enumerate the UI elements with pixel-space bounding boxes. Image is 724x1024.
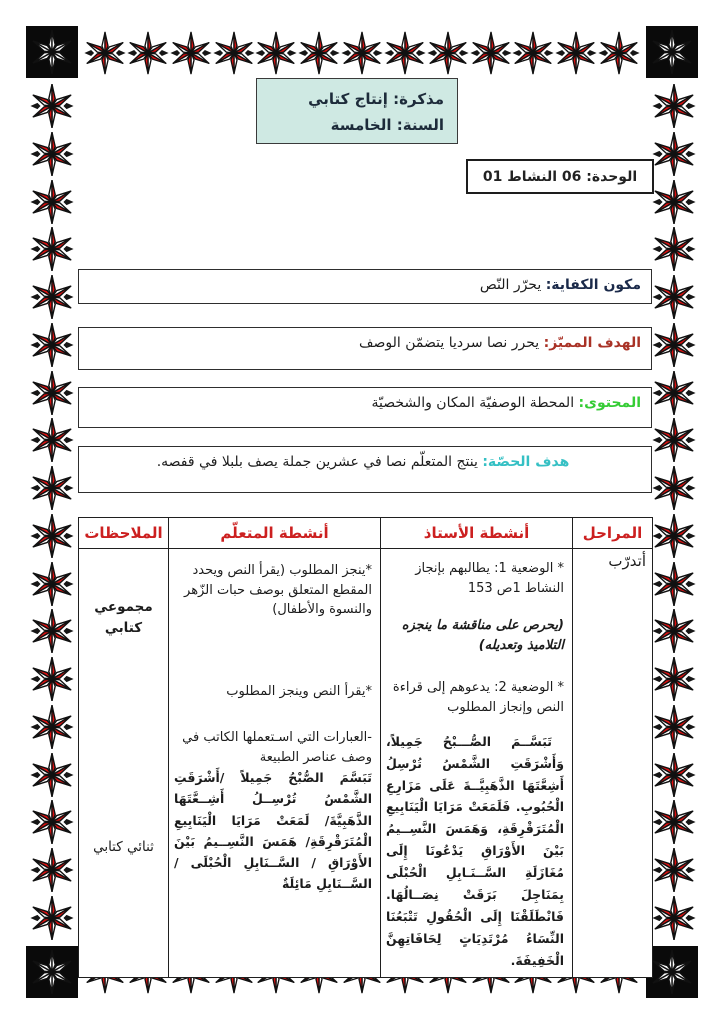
stage-cell [573, 549, 653, 978]
decorative-border-right [650, 84, 698, 940]
lesson-plan-table [78, 517, 653, 978]
border-star-icon [652, 800, 696, 844]
border-star-icon [652, 371, 696, 415]
table-row [79, 549, 653, 978]
decorative-border-left [28, 84, 76, 940]
learner-item-1: *ينجز المطلوب (يقرأ النص ويحدد المقطع المتعلق بوصف حبات الزّهر والنسوة والأطفال) [184, 563, 372, 617]
border-star-icon [30, 657, 74, 701]
border-star-icon [298, 30, 340, 76]
session-goal-box [78, 446, 652, 493]
border-star-icon [598, 30, 640, 76]
corner-star-icon [646, 946, 698, 998]
content-value: المحطة الوصفيّة المكان والشخصيّة [371, 395, 575, 411]
corner-star-icon [26, 946, 78, 998]
border-star-icon [652, 896, 696, 940]
note-group-written [81, 597, 166, 639]
border-star-icon [30, 418, 74, 462]
teacher-situation-1: * الوضعية 1: يطالبهم بإنجاز النشاط 1ص 153 [415, 561, 564, 597]
unit-activity-box [466, 159, 654, 194]
border-star-icon [30, 848, 74, 892]
header-learner-activities: أنشطة المتعلّم [169, 518, 381, 549]
border-star-icon [30, 800, 74, 844]
teacher-activities-cell [381, 549, 573, 978]
notes-cell [79, 549, 169, 978]
border-star-icon [255, 30, 297, 76]
border-star-icon [427, 30, 469, 76]
content-box [78, 387, 652, 428]
border-star-icon [30, 609, 74, 653]
decorative-border-top [84, 28, 640, 78]
note-pair-written: ثنائي كتابي [93, 839, 154, 855]
border-star-icon [30, 371, 74, 415]
teacher-situation-2: * الوضعية 2: يدعوهم إلى قراءة النص وإنجاز المطلوب [392, 679, 564, 715]
border-star-icon [170, 30, 212, 76]
border-star-icon [30, 275, 74, 319]
competency-box [78, 269, 652, 304]
learner-activities-cell [169, 549, 381, 978]
border-star-icon [652, 657, 696, 701]
teacher-aside-note: (يحرص على مناقشة ما ينجزه التلاميذ وتعديله) [401, 618, 564, 654]
border-star-icon [512, 30, 554, 76]
border-star-icon [652, 275, 696, 319]
border-star-icon [30, 753, 74, 797]
note-group-line1: مجموعي [94, 599, 153, 615]
learner-item-3: -العبارات التي اسـتعملها الكاتب في وصف عناصر الطبيعة [182, 730, 372, 765]
border-star-icon [652, 705, 696, 749]
border-star-icon [470, 30, 512, 76]
border-star-icon [384, 30, 426, 76]
unit-activity-label: الوحدة: 06 النشاط 01 [482, 168, 638, 185]
memo-year: السنة: الخامسة [330, 116, 444, 134]
border-star-icon [213, 30, 255, 76]
corner-star-icon [26, 26, 78, 78]
border-star-icon [652, 753, 696, 797]
table-header-row [79, 518, 653, 549]
session-goal-label: هدف الحصّة: [482, 454, 570, 470]
learner-item-2: *يقرأ النص وينجز المطلوب [226, 683, 372, 699]
border-star-icon [652, 848, 696, 892]
goal-box [78, 327, 652, 370]
stage-label: أتدرّب [608, 552, 646, 570]
header-stages: المراحل [573, 518, 653, 549]
border-star-icon [30, 84, 74, 128]
border-star-icon [652, 418, 696, 462]
note-group-line2: كتابي [104, 620, 143, 636]
border-star-icon [652, 132, 696, 176]
learner-expressions: تَبَسَّمَ الصُّبْحُ جَمِيلاً /أَشْرَقَتِ الشَّمْسُ تُرْسِــلُ أَشِــعَّتَهَا الذَّهَبِيَّةَ/ لَمَعَتْ مَرَايَا الْيَنَابِيعِ الْمُتَرَقْرِقَةِ/ هَمَسَ النَّسِــيمُ بَيْنَ الأَوْرَاقِ / السَّــنَابِلِ الْحُبْلَى / السَّــنَابِلِ مَائِلَةٌ [174, 770, 372, 892]
border-star-icon [341, 30, 383, 76]
border-star-icon [30, 466, 74, 510]
border-star-icon [127, 30, 169, 76]
border-star-icon [30, 705, 74, 749]
goal-label: الهدف المميّز: [543, 335, 641, 351]
border-star-icon [30, 180, 74, 224]
border-star-icon [652, 466, 696, 510]
border-star-icon [30, 323, 74, 367]
content-label: المحتوى: [578, 395, 641, 411]
header-notes: الملاحظات [79, 518, 169, 549]
border-star-icon [652, 227, 696, 271]
competency-label: مكون الكفاية: [545, 277, 641, 293]
corner-star-icon [646, 26, 698, 78]
goal-value: يحرر نصا سرديا يتضمّن الوصف [359, 335, 540, 351]
border-star-icon [30, 132, 74, 176]
border-star-icon [652, 609, 696, 653]
border-star-icon [555, 30, 597, 76]
reading-passage: تَبَسَّــمَ الصُّـــبْحُ جَمِيلاً، وَأَشْرَقَتِ الشَّمْسُ تُرْسِلُ أَشِعَّتَهَا الذَّهَبِيَّــةَ عَلَى مَزَارِعِ الْحُبُوبِ. فَلَمَعَتْ مَرَايَا الْيَنَابِيعِ الْمُتَرَقْرِقَةِ، وَهَمَسَ النَّسِــيمُ بَيْنَ الأَوْرَاقِ يَدْعُونَا إِلَى مُغَازَلَةِ السَّــنَـابِلِ الْحُبْلَى بِمَنَاجِلَ بَرَقَتْ نِصَــالُهَا. فَانْطَلَقْنَا إِلَى الْحُقُولِ تَتْبَعُنَا النِّسَاءُ مُرْتَدِيَاتٍ لِحَافَاتِهِنَّ الْخَفِيفَةَ. [386, 733, 564, 968]
border-star-icon [84, 30, 126, 76]
competency-value: يحرّر النّص [479, 277, 542, 293]
memo-title: مذكرة: إنتاج كتابي [308, 90, 444, 108]
border-star-icon [30, 227, 74, 271]
session-goal-value: ينتج المتعلّم نصا في عشرين جملة يصف بلبلا في قفصه. [156, 454, 478, 470]
border-star-icon [30, 896, 74, 940]
border-star-icon [652, 84, 696, 128]
border-star-icon [30, 514, 74, 558]
memo-title-box [256, 78, 458, 144]
border-star-icon [652, 323, 696, 367]
border-star-icon [652, 562, 696, 606]
border-star-icon [30, 562, 74, 606]
header-teacher-activities: أنشطة الأستاذ [381, 518, 573, 549]
border-star-icon [652, 180, 696, 224]
border-star-icon [652, 514, 696, 558]
